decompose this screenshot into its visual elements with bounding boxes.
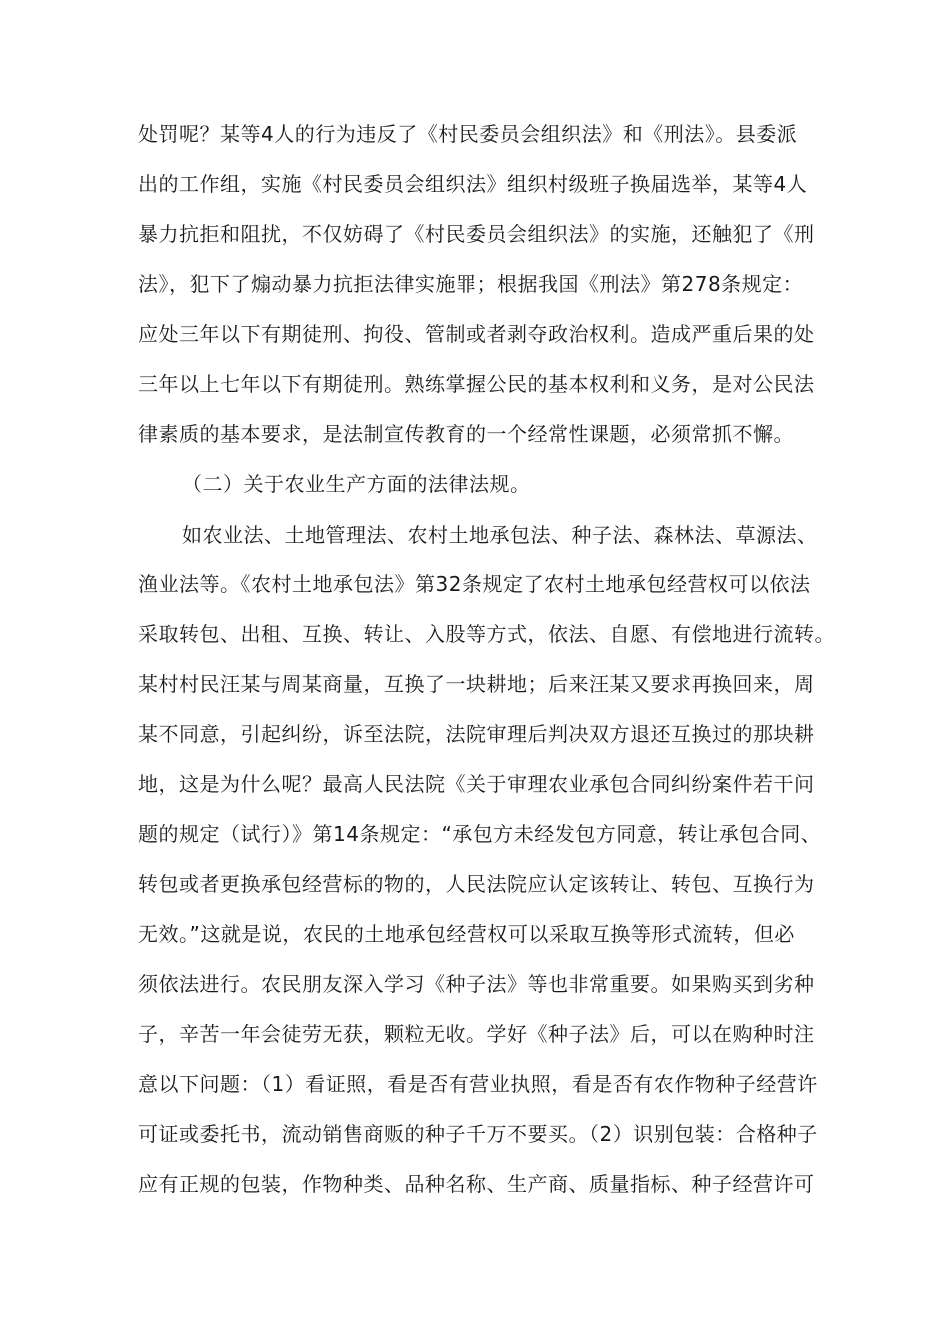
text-line: 应有正规的包装，作物种类、品种名称、生产商、质量指标、种子经营许可 — [138, 1172, 815, 1196]
text-line: 转包或者更换承包经营标的物的，人民法院应认定该转让、转包、互换行为 — [138, 872, 815, 896]
text-line: 律素质的基本要求，是法制宣传教育的一个经常性课题，必须常抓不懈。 — [138, 422, 794, 446]
text-line: 应处三年以下有期徒刑、拘役、管制或者剥夺政治权利。造成严重后果的处 — [138, 322, 815, 346]
text-line: 某村村民汪某与周某商量，互换了一块耕地；后来汪某又要求再换回来，周 — [138, 672, 815, 696]
text-line: 三年以上七年以下有期徒刑。熟练掌握公民的基本权利和义务，是对公民法 — [138, 372, 815, 396]
text-line: 某不同意，引起纠纷，诉至法院，法院审理后判决双方退还互换过的那块耕 — [138, 722, 815, 746]
text-line: 处罚呢？某等4人的行为违反了《村民委员会组织法》和《刑法》。县委派 — [138, 122, 798, 146]
text-line: 法》，犯下了煽动暴力抗拒法律实施罪；根据我国《刑法》第278条规定： — [138, 272, 804, 296]
text-line: 无效。”这就是说，农民的土地承包经营权可以采取互换等形式流转，但必 — [138, 922, 795, 946]
text-line: 渔业法等。《农村土地承包法》第32条规定了农村土地承包经营权可以依法 — [138, 572, 811, 596]
text-line: 地，这是为什么呢？最高人民法院《关于审理农业承包合同纠纷案件若干问 — [138, 772, 815, 796]
text-line: 可证或委托书，流动销售商贩的种子千万不要买。（2）识别包装：合格种子 — [138, 1122, 818, 1146]
paragraph-first-line: 如农业法、土地管理法、农村土地承包法、种子法、森林法、草源法、 — [182, 523, 818, 547]
text-line: 须依法进行。农民朋友深入学习《种子法》等也非常重要。如果购买到劣种 — [138, 972, 815, 996]
text-line: 采取转包、出租、互换、转让、入股等方式，依法、自愿、有偿地进行流转。 — [138, 622, 835, 646]
text-line: 子，辛苦一年会徒劳无获，颗粒无收。学好《种子法》后，可以在购种时注 — [138, 1022, 815, 1046]
text-line: 意以下问题：（1）看证照，看是否有营业执照，看是否有农作物种子经营许 — [138, 1072, 818, 1096]
text-line: 题的规定（试行）》第14条规定：“承包方未经发包方同意，转让承包合同、 — [138, 822, 822, 846]
text-line: 暴力抗拒和阻扰，不仅妨碍了《村民委员会组织法》的实施，还触犯了《刑 — [138, 222, 815, 246]
text-line: 出的工作组，实施《村民委员会组织法》组织村级班子换届选举，某等4人 — [138, 172, 808, 196]
section-heading: （二）关于农业生产方面的法律法规。 — [182, 472, 531, 496]
